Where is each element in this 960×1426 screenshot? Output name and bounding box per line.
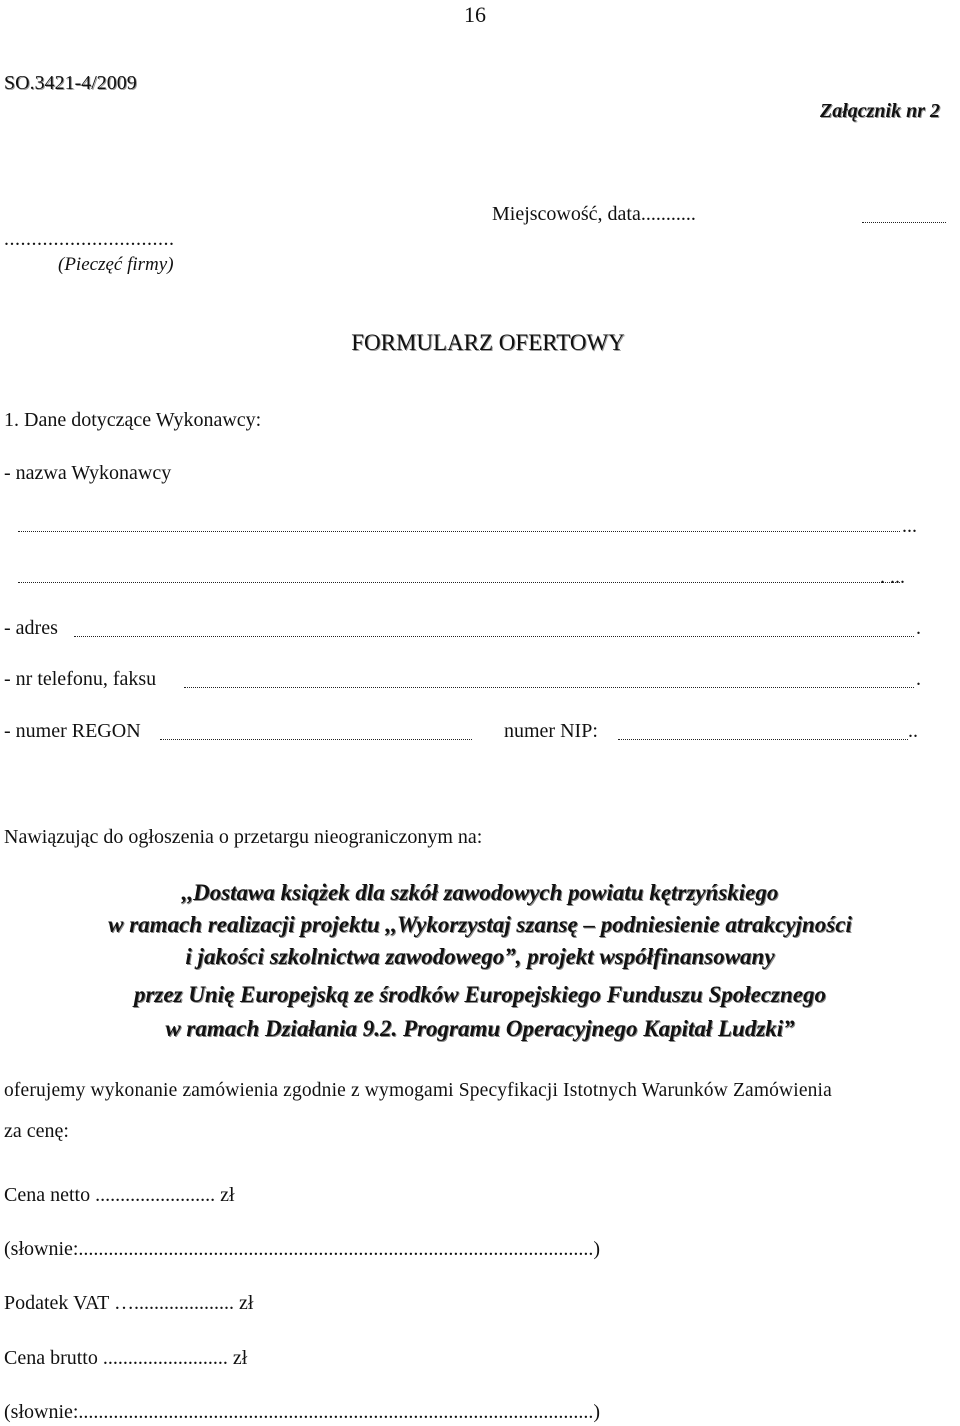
address-end: . xyxy=(916,617,921,639)
place-date-line xyxy=(862,222,946,223)
tender-title-line-3: i jakości szkolnictwa zawodowego”, projekt współfinansowany xyxy=(185,944,775,969)
page-number: 16 xyxy=(464,2,486,27)
gross-price-field[interactable]: Cena brutto ......................... zł xyxy=(4,1347,248,1369)
place-date-field[interactable]: Miejscowość, data........... xyxy=(492,203,696,225)
nip-label: numer NIP: xyxy=(504,720,598,742)
offer-text: oferujemy wykonanie zamówienia zgodnie z wymogami Specyfikacji Istotnych Warunków Zamówienia xyxy=(4,1080,832,1101)
contractor-name-label: - nazwa Wykonawcy xyxy=(4,462,172,484)
tender-title-line-2: w ramach realizacji projektu ,,Wykorzystaj szansę – podniesienie atrakcyjności xyxy=(108,912,852,937)
tender-title-line-5: w ramach Działania 9.2. Programu Operacyjnego Kapitał Ludzki” xyxy=(165,1016,795,1041)
offer-text-price: za cenę: xyxy=(4,1120,69,1142)
contractor-name-line-1-end: ... xyxy=(902,515,917,537)
net-price-words-field[interactable]: (słownie:.......................................................................................................) xyxy=(4,1238,601,1260)
attachment-label: Załącznik nr 2 xyxy=(820,100,941,122)
intro-text: Nawiązując do ogłoszenia o przetargu nieograniczonym na: xyxy=(4,826,483,848)
net-price-field[interactable]: Cena netto ........................ zł xyxy=(4,1184,235,1206)
address-label: - adres xyxy=(4,617,58,639)
nip-field[interactable] xyxy=(618,739,908,740)
tender-title-line-4: przez Unię Europejską ze środków Europejskiego Funduszu Społecznego xyxy=(133,982,827,1007)
nip-end: .. xyxy=(908,720,918,742)
section1-heading: 1. Dane dotyczące Wykonawcy: xyxy=(4,409,262,431)
regon-field[interactable] xyxy=(160,739,472,740)
address-field[interactable] xyxy=(74,636,914,637)
contractor-name-line-2[interactable] xyxy=(18,582,900,583)
stamp-label: (Pieczęć firmy) xyxy=(58,254,174,275)
gross-price-words-field[interactable]: (słownie:.......................................................................................................) xyxy=(4,1401,601,1423)
phone-fax-field[interactable] xyxy=(184,687,914,688)
vat-field[interactable]: Podatek VAT ….................... zł xyxy=(4,1292,254,1314)
phone-fax-label: - nr telefonu, faksu xyxy=(4,668,157,690)
contractor-name-line-1[interactable] xyxy=(18,531,900,532)
tender-title-line-1: ,,Dostawa książek dla szkół zawodowych powiatu kętrzyńskiego xyxy=(181,880,779,905)
reference-number: SO.3421-4/2009 xyxy=(4,72,137,94)
form-title: FORMULARZ OFERTOWY xyxy=(351,330,625,355)
stamp-dots: ............................... xyxy=(4,228,175,250)
phone-fax-end: . xyxy=(916,668,921,690)
contractor-name-line-2-end: . ... xyxy=(880,566,905,588)
regon-label: - numer REGON xyxy=(4,720,141,742)
